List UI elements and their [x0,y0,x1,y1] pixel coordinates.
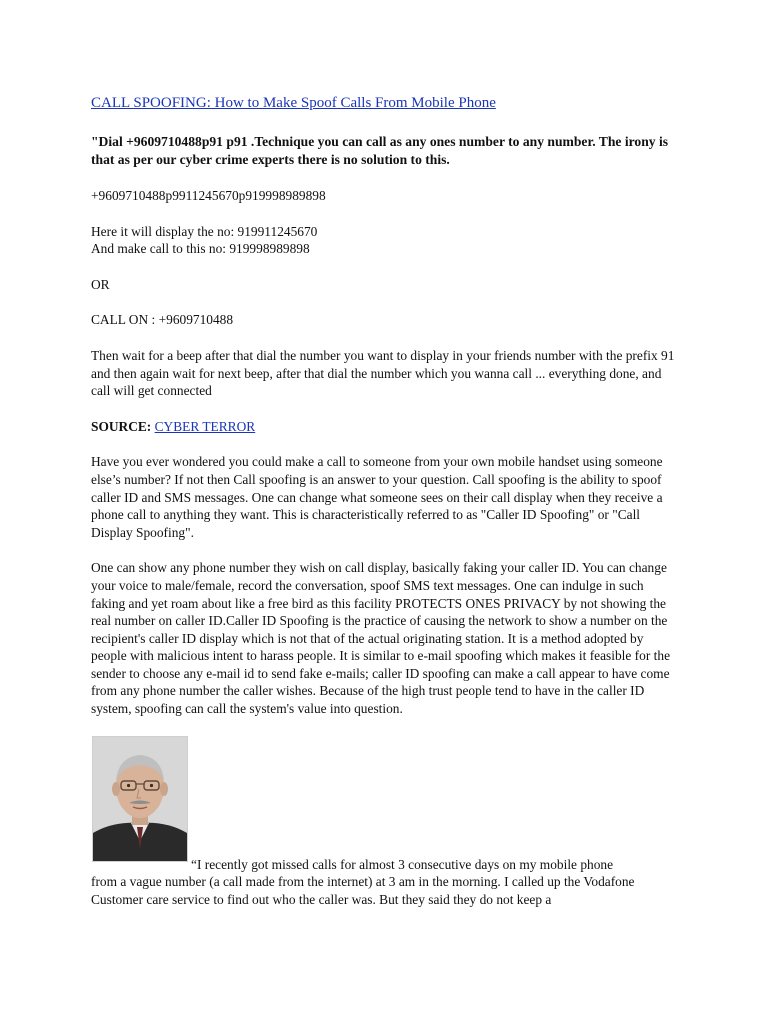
details-paragraph: One can show any phone number they wish on call display, basically faking your caller ID. You can change your voice to male/female, record the conversation, spoof SMS text messages. One can indulge in such faking and yet roam about like a free bird as this facility PROTECTS ONES PRIVACY by not showing the real number on caller ID.Caller ID Spoofing is the practice of causing the network to show a number on the recipient's caller ID display which is not that of the actual originating station. It is a method adopted by people with malicious intent to harass people. It is similar to e-mail spoofing which makes it feasible for the sender to choose any e-mail id to send fake e-mails; caller ID spoofing can make a call appear to have come from any phone number the caller wishes. Because of the high trust people tend to have in the caller ID system, spoofing can call the system's value into question. [91,560,671,717]
portrait-photo [92,736,188,862]
call-on-text: CALL ON : +9609710488 [91,312,234,328]
instructions-paragraph: Then wait for a beep after that dial the number you want to display in your friends number with the prefix 91 and then again wait for next beep, after that dial the number which you wanna call ... everything done, and call will get connected [91,347,675,399]
photo-row [91,736,678,860]
article-title-link[interactable]: CALL SPOOFING: How to Make Spoof Calls From Mobile Phone [91,95,496,111]
or-text: OR [91,276,110,292]
quote-paragraph [91,856,678,909]
display-number-line: Here it will display the no: 919911245670 [91,223,318,239]
quote-first-line: “I recently got missed calls for almost 3 consecutive days on my mobile phone [191,856,614,872]
source-line [91,418,678,436]
display-info [91,223,678,258]
portrait-image [93,737,187,861]
source-link[interactable]: CYBER TERROR [154,418,256,434]
dial-string: +9609710488p9911245670p919998989898 [91,188,326,203]
intro-paragraph: Have you ever wondered you could make a call to someone from your own mobile handset using someone else’s number? If not then Call spoofing is an answer to your question. Call spoofing is the ability to spoof caller ID and SMS messages. One can change what someone sees on their call display when they receive a phone call to anything they want. This is characteristically referred to as "Caller ID Spoofing" or "Call Display Spoofing". [91,454,663,540]
quote-rest: from a vague number (a call made from the internet) at 3 am in the morning. I called up the Vodafone Customer care service to find out who the caller was. But they said they do not keep a [91,874,635,907]
intro-bold-quote: "Dial +9609710488p91 p91 .Technique you can call as any ones number to any number. The irony is that as per our cyber crime experts there is no solution to this. [91,134,669,167]
call-number-line: And make call to this no: 919998989898 [91,241,310,257]
source-label: SOURCE: [91,418,152,434]
